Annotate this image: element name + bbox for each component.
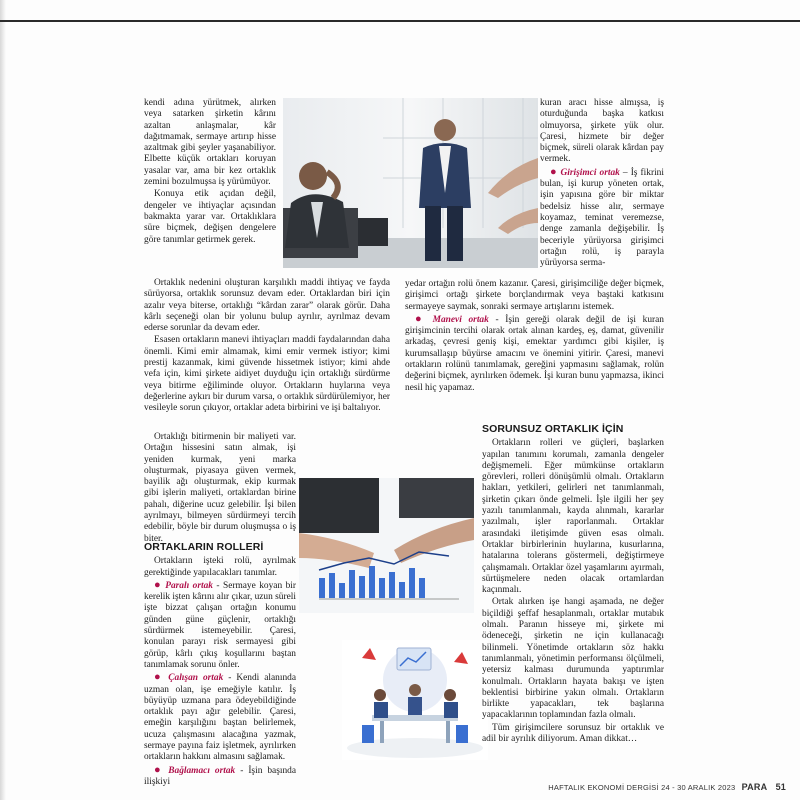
- paragraph: Konuya etik açıdan değil, dengeler ve ihtiyaçlar açısından bakmakta yarar var. Ortaklıklara süre biçmek, değişen dengelere göre tanımlar getirmek gerek.: [144, 189, 276, 245]
- paragraph: kendi adına yürütmek, alırken veya satarken şirketin kârını azaltan anlaşmalar, kâr dağıtmamak, sermaye artırıp hisse azaltmak gibi şeyler yaşanabiliyor. Elbette küçük ortakları koruyan yasalar var, ama bir kez ortaklık zemini bozulmuşsa iş yürümüyor.: [144, 98, 276, 188]
- paragraph: Ortaklık nedenini oluşturan karşılıklı maddi ihtiyaç ve fayda sürüyorsa, ortaklık sorunsuz devam eder. Ortaklardan biri için azalır veya biterse, ortaklığı “kârdan zarar” olarak görür. Daha kârlı seçeneği olan bir yolunu bulup ayrılır, ayrılmaz devam ederse sorunlar da devam eder.: [144, 278, 390, 334]
- section-heading: SORUNSUZ ORTAKLIK İÇİN: [482, 423, 624, 435]
- column-right-bottom: [482, 420, 664, 745]
- term-text: - Sermaye koyan bir kerelik işten kârını alır çıkar, uzun süreli işte bizzat çalışan ortağın konumu günden güne güçlenir, ortaklığı sürdürmek istemeyebilir. Çaresi, konulan parayı risk sermayesi gibi görüp, kârlı çıkış koşullarını baştan tanımlamak sorunu önler.: [144, 580, 297, 670]
- paragraph: Esasen ortakların manevi ihtiyaçları maddi faydalarından daha önemli. Kimi emir almamak, kimi emir vermek istiyor; kimi prestij kazanmak, kimi güvende hissetmek istiyor; kimi ahde vefa için, kimi şirkete aidiyet duyduğu için ortaklığı sürdürme veya bitirme eğiliminde oluyor. Ortakların huylarına veya değerlerine aykırı bir durum varsa, o ortaklık sürdürülemiyor, her vesileyle sorun çıkıyor, ortaklar adeta birbirini ve işi baltalıyor.: [144, 335, 390, 414]
- paragraph: yedar ortağın rolü önem kazanır. Çaresi, girişimciliğe değer biçmek, girişimci ortağı şirkete borçlandırmak veya baştaki katkısını sermayeye saymak, sonraki sermaye artışlarını istemek.: [405, 279, 664, 312]
- paragraph-baglamaci: [144, 765, 296, 789]
- column-right-top: [540, 98, 664, 269]
- page-footer: [548, 782, 786, 792]
- column-right-wide: [405, 279, 664, 394]
- paragraph-girisimci: [540, 167, 664, 270]
- section-heading: ORTAKLARIN ROLLERİ: [144, 541, 264, 553]
- paragraph: Ortaklığı bitirmenin bir maliyeti var. Ortağın hissesini satın almak, işi yeniden kurmak, yeni marka oluşturmak, piyasaya güven vermek, bayilik ağı oluşturmak, ekip kurmak gibi işlerin maliyeti, ortaklardan birine pahalı, diğerine ucuz gelebilir. İşi bilen ayrılmayı, bilmeyen sürdürmeyi tercih edebilir, böyle bir durum oluşmuşsa o iş biter.: [144, 432, 296, 544]
- brand-label: PARA: [741, 782, 768, 792]
- page-edge-shadow: [0, 0, 6, 800]
- bullet-icon: ●: [154, 763, 164, 776]
- top-rule: [0, 20, 800, 22]
- bullet-icon: ●: [154, 578, 162, 591]
- column-left-top: [144, 98, 276, 246]
- paragraph: Tüm girişimcilere sorunsuz bir ortaklık ve adil bir ayrılık diliyorum. Aman dikkat…: [482, 722, 664, 745]
- paragraph: Ortakların rolleri ve güçleri, başlarken yapılan tanımını korumalı, zamanla dengeler değişmemeli. Eğer mümkünse ortakların görevleri, rolleri dönüşümlü olmalı. Ortakların hakları, yetkileri, gelirleri net tanımlanmalı, şirketin çıkarı önde gelmeli. İşle ilgili her şey yazılı tanımlanmalı, kayda alınmalı, kararlar yazılmalı, işler raporlanmalı. Ortaklar arasındaki iletişimde güven esas olmalı. Ortaklar birbirlerinin huylarına, kusurlarına, hatalarına tolerans göstermeli, değiştirmeye çalışmamalı. Ortaklar özel yaşamlarını ayırmalı, sürtüşmelere neden olacak ortamlardan kaçınmalı.: [482, 438, 664, 596]
- term-text: - Kendi alanında uzman olan, işe emeğiyle katılır. İş büyüyüp uzmana para ödeyebildiğinde ortaklık payı ağır gelebilir. Çaresi, emeğin karşılığını baştan belirlemek, ucuza çalışmasını alacağına yazmak, sermaye payına faiz işletmek, ayrılırken ortakların hakkını almasını sağlamak.: [144, 673, 296, 763]
- paragraph: Ortakların işteki rolü, ayrılmak gerektiğinde yapılacakları tanımlar.: [144, 556, 296, 578]
- paragraph-manevi: [405, 314, 664, 394]
- term-text: - İşin gereği olarak değil de işi kuran girişimcinin tercihi olarak ortak alınan kardeş, eş, damat, güvenilir arkadaş, çevresi geniş kişi, emektar yardımcı gibi kişiler, iş kurumsallaşıp büyürse amacını ve önemini yitirir. Çaresi, manevi ortakların rolünü tanımlamak, gereğini yapmasını sağlamak, rolün değerini biçmek, ayrılırken ödemek. İşi kuran bunu yapmazsa, ikinci nesil hiç yapamaz.: [405, 314, 664, 393]
- bullet-icon: ●: [550, 165, 558, 178]
- office-photo: [283, 98, 538, 268]
- paragraph: kuran aracı hisse almışsa, iş oturduğunda başka katkısı olmuyorsa, şirkete yük olur. Çaresi, hizmete bir değer biçmek, süreli olarak kârdan pay vermek.: [540, 98, 664, 165]
- term-label: Bağlamacı ortak: [168, 765, 236, 776]
- term-label: Girişimci ortak: [560, 167, 620, 178]
- paragraph-parali: [144, 580, 296, 671]
- term-label: Çalışan ortak: [168, 673, 224, 684]
- term-label: Paralı ortak: [165, 580, 213, 591]
- paragraph-calisan: [144, 672, 296, 763]
- term-text: - İşin başında ilişkiyi: [144, 765, 296, 787]
- meeting-illustration: [342, 640, 488, 760]
- column-left-mid: [144, 432, 296, 545]
- issue-text: HAFTALIK EKONOMİ DERGİSİ 24 - 30 ARALIK 2023: [548, 783, 736, 792]
- term-text: – İş fikrini bulan, işi kurup yöneten ortak, işin yapısına göre bir miktar bedelsiz hisse alır, sermaye koyamaz, teminat veremezse, denge zamanla değişebilir. İş beceriyle yürüyorsa girişimci ortağın rolü, iş parayla yürüyorsa serma-: [540, 167, 664, 269]
- paragraph: Ortak alırken işe hangi aşamada, ne değer biçildiği şeffaf hesaplanmalı, ortaklar mutabık olmalı. Paranın hisseye mi, şirkete mi ödeneceği, şirketin ne için kullanacağı bilinmeli. Yönetimde ortakların söz hakkı tanımlanmalı, yönetimin performansı ölçülmeli, yetersiz kalması durumunda yaptırımlar konulmalı. Ortakların hayata bakışı ve işten beklentisi birbirine yakın olmalı. Ortakların birlikte yapacakları, tek başlarına yapacaklarının toplamından fazla olmalı.: [482, 597, 664, 721]
- handshake-chart-photo: [299, 478, 474, 613]
- bullet-icon: ●: [154, 671, 164, 684]
- bullet-icon: ●: [415, 312, 426, 325]
- column-left-bottom: [144, 538, 296, 788]
- column-left-wide: [144, 278, 390, 415]
- page-number: 51: [775, 782, 786, 792]
- term-label: Manevi ortak: [432, 314, 489, 325]
